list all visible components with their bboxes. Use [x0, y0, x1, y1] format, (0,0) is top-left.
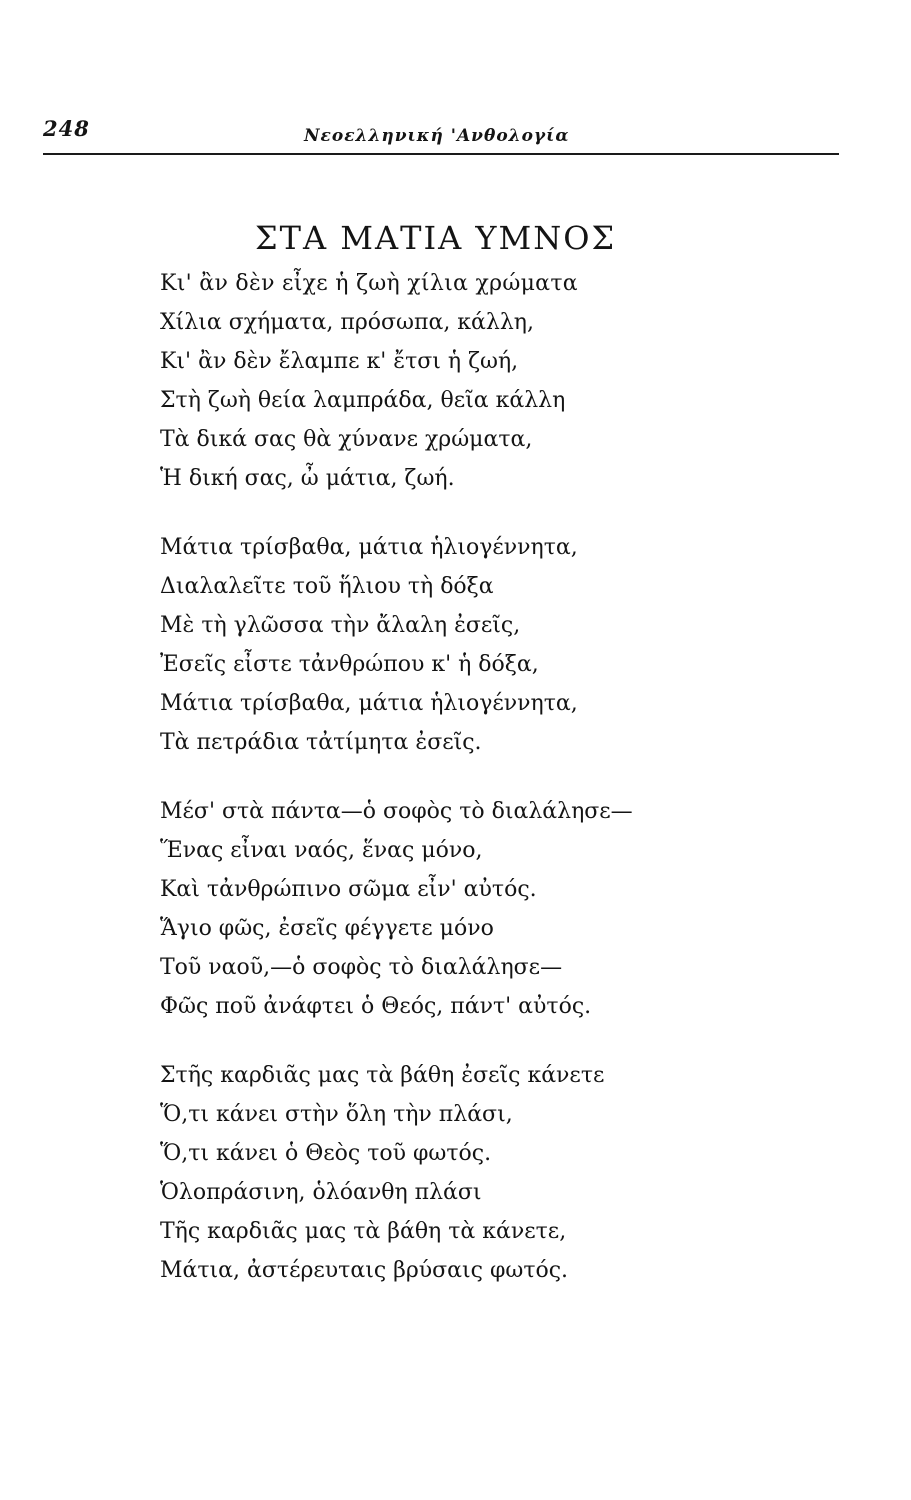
- poem-line: Τὰ πετράδια τἀτίμητα ἐσεῖς.: [160, 730, 482, 755]
- poem-line: Ἅγιο φῶς, ἐσεῖς φέγγετε μόνο: [160, 916, 494, 941]
- stanza: [160, 792, 633, 1026]
- poem-line: Ἡ δική σας, ὦ μάτια, ζωή.: [160, 466, 455, 491]
- poem-line: Ἕνας εἶναι ναός, ἕνας μόνο,: [160, 838, 483, 863]
- running-head: Νεοελληνική 'Ανθολογία: [304, 126, 570, 146]
- poem-line: Διαλαλεῖτε τοῦ ἥλιου τὴ δόξα: [160, 574, 494, 599]
- poem-line: Φῶς ποῦ ἀνάφτει ὁ Θεός, πάντ' αὐτός.: [160, 994, 592, 1019]
- poem-line: Τοῦ ναοῦ,—ὁ σοφὸς τὸ διαλάλησε—: [160, 955, 563, 980]
- poem-line: Χίλια σχήματα, πρόσωπα, κάλλη,: [160, 310, 534, 335]
- poem-line: Μάτια, ἀστέρευταις βρύσαις φωτός.: [160, 1258, 569, 1283]
- header-rule: [43, 153, 839, 155]
- poem-line: Κι' ἂν δὲν ἔλαμπε κ' ἔτσι ἡ ζωή,: [160, 349, 519, 374]
- poem-line: Στὴ ζωὴ θεία λαμπράδα, θεῖα κάλλη: [160, 388, 566, 413]
- poem-line: Στῆς καρδιᾶς μας τὰ βάθη ἐσεῖς κάνετε: [160, 1063, 605, 1088]
- stanza: [160, 528, 578, 762]
- poem-line: Καὶ τἀνθρώπινο σῶμα εἶν' αὐτός.: [160, 877, 537, 902]
- stanza: [160, 1056, 604, 1290]
- page-number: 248: [43, 116, 90, 141]
- stanza: [160, 264, 578, 498]
- poem-line: Ἐσεῖς εἶστε τἀνθρώπου κ' ἡ δόξα,: [160, 652, 539, 677]
- poem-title: ΣΤΑ ΜΑΤΙΑ ΥΜΝΟΣ: [255, 219, 617, 258]
- poem-line: Ὅ,τι κάνει ὁ Θεὸς τοῦ φωτός.: [160, 1141, 492, 1166]
- poem-line: Μάτια τρίσβαθα, μάτια ἡλιογέννητα,: [160, 691, 578, 716]
- poem-line: Μὲ τὴ γλῶσσα τὴν ἄλαλη ἐσεῖς,: [160, 613, 521, 638]
- poem-line: Ὅ,τι κάνει στὴν ὅλη τὴν πλάσι,: [160, 1102, 513, 1127]
- poem-line: Τὰ δικά σας θὰ χύνανε χρώματα,: [160, 427, 533, 452]
- poem-line: Κι' ἂν δὲν εἶχε ἡ ζωὴ χίλια χρώματα: [160, 271, 578, 296]
- poem-line: Ὁλοπράσινη, ὁλόανθη πλάσι: [160, 1180, 482, 1205]
- poem-line: Μάτια τρίσβαθα, μάτια ἡλιογέννητα,: [160, 535, 578, 560]
- poem-line: Μέσ' στὰ πάντα—ὁ σοφὸς τὸ διαλάλησε—: [160, 799, 633, 824]
- poem-line: Τῆς καρδιᾶς μας τὰ βάθη τὰ κάνετε,: [160, 1219, 567, 1244]
